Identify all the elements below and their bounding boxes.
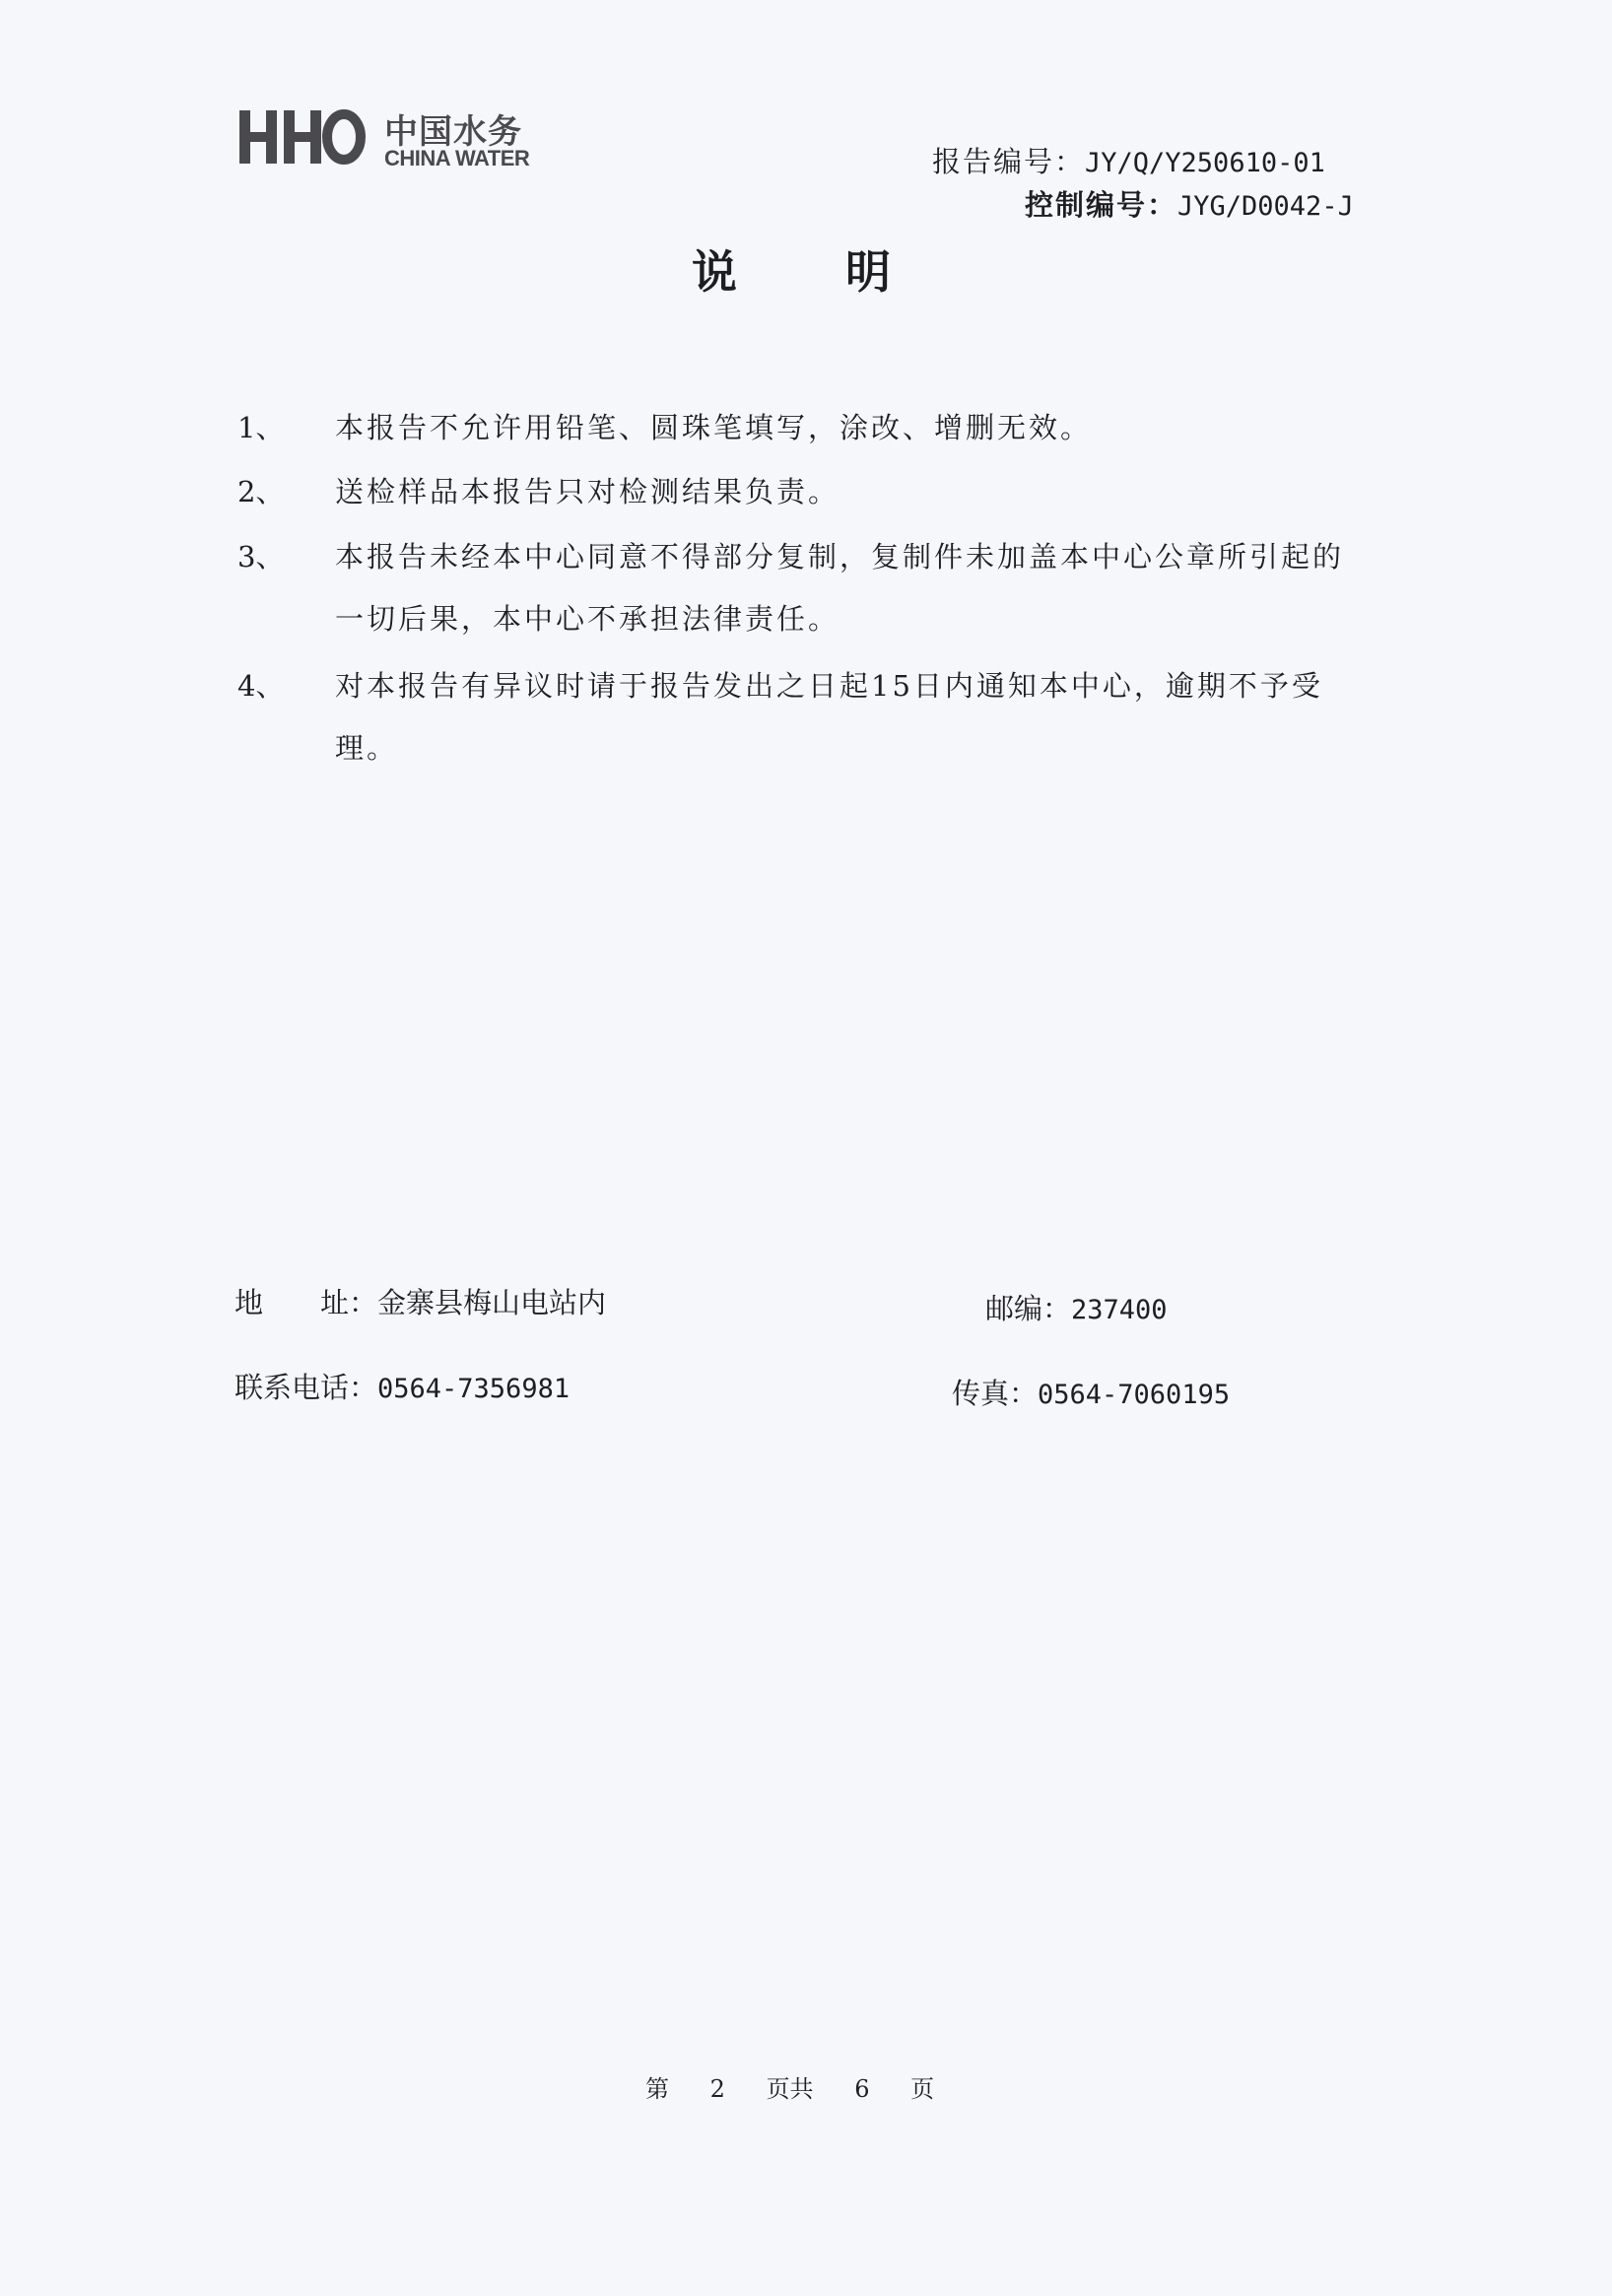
company-logo — [239, 102, 535, 171]
report-number — [932, 140, 1325, 180]
note-3-number: 3、 — [237, 540, 285, 574]
page-prefix: 第 — [645, 2075, 669, 2103]
address-value: 金寨县梅山电站内 — [377, 1286, 607, 1319]
address-label: 地 址： — [235, 1286, 378, 1319]
address — [235, 1281, 606, 1321]
logo-chinese-name: 中国水务 — [384, 112, 522, 152]
logo-english-name: CHINA WATER — [384, 146, 530, 170]
note-4-text-line-1: 对本报告有异议时请于报告发出之日起15日内通知本中心，逾期不予受 — [335, 669, 1323, 703]
current-page: 2 — [709, 2075, 725, 2103]
postcode — [985, 1287, 1168, 1327]
note-2-text: 送检样品本报告只对检测结果负责。 — [335, 475, 840, 508]
control-number — [1025, 183, 1354, 224]
hho-logo-icon — [239, 108, 366, 166]
postcode-label: 邮编： — [985, 1292, 1072, 1325]
note-4-text-line-2: 理。 — [335, 731, 399, 765]
control-number-label: 控制编号： — [1025, 188, 1178, 222]
note-4-number: 4、 — [237, 669, 285, 703]
page-suffix: 页 — [910, 2075, 935, 2103]
report-number-value: JY/Q/Y250610-01 — [1085, 148, 1325, 178]
fax-label: 传真： — [952, 1377, 1039, 1410]
note-2-number: 2、 — [237, 475, 285, 508]
page-title: 说明 — [692, 245, 999, 299]
note-1-number: 1、 — [237, 411, 285, 444]
report-number-label: 报告编号： — [932, 145, 1086, 178]
note-1-text: 本报告不允许用铅笔、圆珠笔填写，涂改、增删无效。 — [335, 411, 1093, 444]
page-number — [645, 2069, 934, 2104]
phone-label: 联系电话： — [235, 1371, 378, 1404]
page-middle: 页共 — [766, 2075, 814, 2103]
control-number-value: JYG/D0042-J — [1177, 191, 1354, 222]
note-3-text-line-1: 本报告未经本中心同意不得部分复制，复制件未加盖本中心公章所引起的 — [335, 540, 1345, 574]
note-3-text-line-2: 一切后果，本中心不承担法律责任。 — [335, 602, 840, 636]
total-pages: 6 — [854, 2075, 870, 2103]
postcode-value: 237400 — [1071, 1295, 1168, 1325]
phone — [235, 1366, 570, 1406]
fax — [952, 1372, 1230, 1412]
fax-value: 0564-7060195 — [1038, 1380, 1231, 1410]
phone-value: 0564-7356981 — [377, 1374, 571, 1404]
